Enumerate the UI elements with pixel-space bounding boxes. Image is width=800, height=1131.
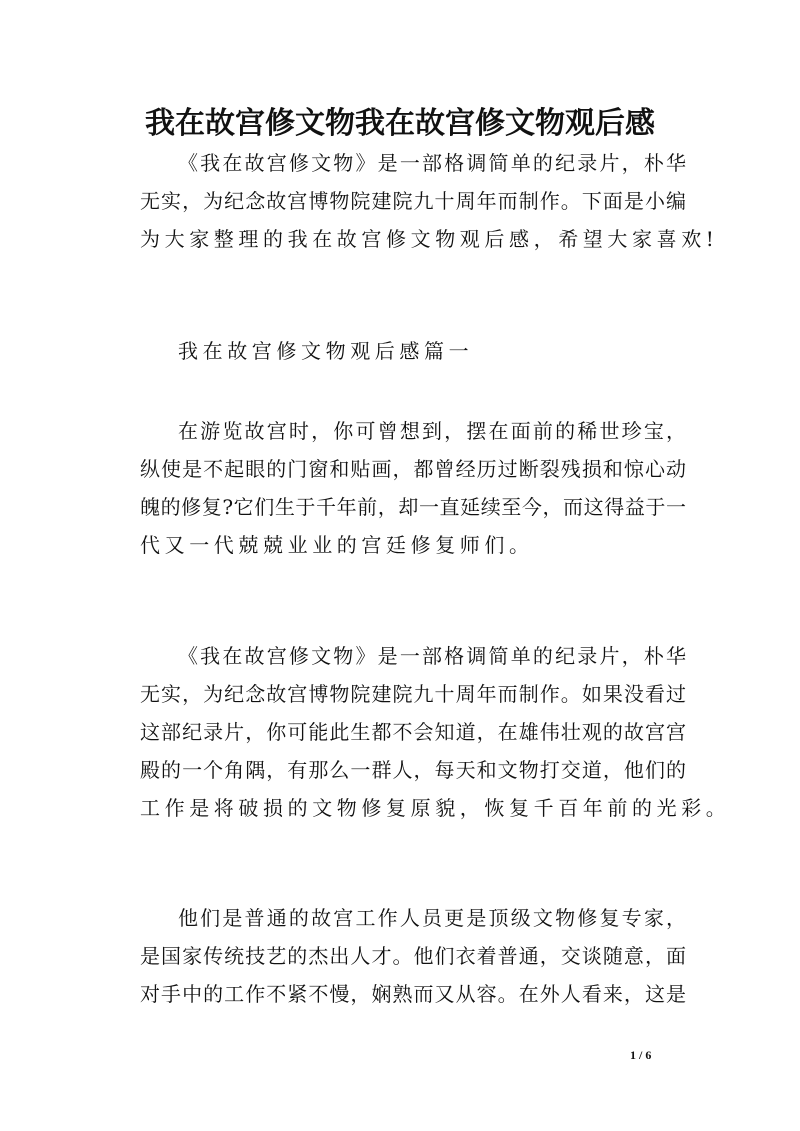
paragraph-line: 对手中的工作不紧不慢，娴熟而又从容。在外人看来，这是 xyxy=(140,982,686,1006)
paragraph-line: 纵使是不起眼的门窗和贴画，都曾经历过断裂残损和惊心动 xyxy=(140,457,686,481)
paragraph-line: 无实，为纪念故宫博物院建院九十周年而制作。下面是小编 xyxy=(140,189,686,213)
paragraph-line: 是国家传统技艺的杰出人才。他们衣着普通，交谈随意，面 xyxy=(140,944,686,968)
paragraph-line: 无实，为纪念故宫博物院建院九十周年而制作。如果没看过 xyxy=(140,682,686,706)
section-heading: 我在故宫修文物观后感篇一 xyxy=(178,339,474,363)
paragraph-line: 《我在故宫修文物》是一部格调简单的纪录片，朴华 xyxy=(178,644,686,668)
paragraph-line: 这部纪录片，你可能此生都不会知道，在雄伟壮观的故宫宫 xyxy=(140,720,686,744)
paragraph-line: 他们是普通的故宫工作人员更是顶级文物修复专家， xyxy=(178,906,686,930)
paragraph-line: 代又一代兢兢业业的宫廷修复师们。 xyxy=(140,533,534,557)
paragraph-line: 在游览故宫时，你可曾想到，摆在面前的稀世珍宝， xyxy=(178,419,686,443)
document-title: 我在故宫修文物我在故宫修文物观后感 xyxy=(145,106,655,141)
paragraph-line: 工作是将破损的文物修复原貌，恢复千百年前的光彩。 xyxy=(140,796,731,820)
paragraph-line: 殿的一个角隅，有那么一群人，每天和文物打交道，他们的 xyxy=(140,758,686,782)
paragraph-line: 为大家整理的我在故宫修文物观后感，希望大家喜欢! xyxy=(140,227,719,251)
paragraph-line: 《我在故宫修文物》是一部格调简单的纪录片，朴华 xyxy=(178,151,686,175)
page-number: 1 / 6 xyxy=(630,1048,652,1062)
paragraph-line: 魄的修复?它们生于千年前，却一直延续至今，而这得益于一 xyxy=(140,495,686,519)
